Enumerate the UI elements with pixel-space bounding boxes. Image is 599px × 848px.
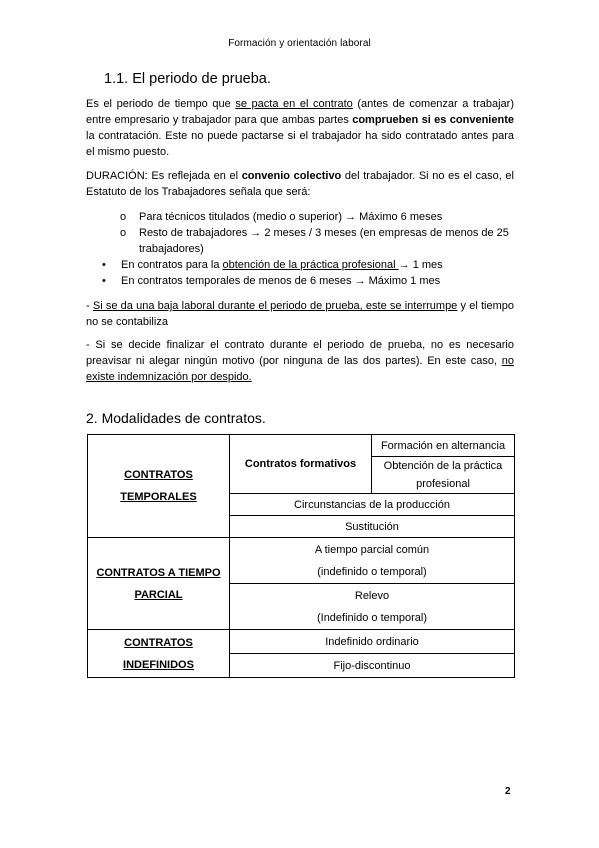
bold-text: convenio colectivo bbox=[241, 170, 342, 182]
page-number: 2 bbox=[505, 786, 511, 797]
page-header: Formación y orientación laboral bbox=[228, 38, 371, 49]
list-marker: o bbox=[120, 211, 127, 223]
text: la contratación. Este no puede pactarse si el trabajador ha sido contratado antes para el mismo puesto. bbox=[86, 130, 514, 158]
bullet-marker: • bbox=[102, 275, 106, 287]
table-row bbox=[88, 538, 515, 584]
text: (antes de comenzar a trabajar) entre empresario y trabajador para que ambas partes bbox=[86, 98, 514, 126]
table-cell: Indefinido ordinario bbox=[230, 630, 515, 654]
text: Es reflejada en el bbox=[147, 170, 242, 182]
table-cell bbox=[230, 538, 515, 584]
termination-paragraph bbox=[86, 337, 514, 385]
table-cell: Sustitución bbox=[230, 516, 515, 538]
table-cell-category: CONTRATOS TEMPORALES bbox=[88, 435, 230, 538]
table-cell: Obtención de la práctica profesional bbox=[372, 457, 515, 494]
underlined-text: obtención de la práctica profesional bbox=[222, 259, 399, 271]
list-item bbox=[120, 225, 517, 257]
text: - bbox=[86, 300, 93, 312]
definition-paragraph bbox=[86, 96, 514, 160]
list-marker: o bbox=[120, 227, 127, 239]
bullet-list bbox=[102, 257, 517, 289]
table-cell-category: CONTRATOS A TIEMPO PARCIAL bbox=[88, 538, 230, 630]
list-item-text: En contratos temporales de menos de 6 meses → Máximo 1 mes bbox=[121, 275, 441, 287]
contracts-table bbox=[87, 434, 515, 678]
text: - Si se decide finalizar el contrato durante el periodo de prueba, no es necesario preavisar ni alegar ningún motivo (por ninguna de las dos partes). En este caso, bbox=[86, 339, 514, 367]
list-item-text: Resto de trabajadores → 2 meses / 3 meses (en empresas de menos de 25 trabajadores) bbox=[139, 227, 509, 255]
text: → 1 mes bbox=[398, 259, 443, 271]
table-row bbox=[88, 630, 515, 654]
list-item bbox=[102, 257, 517, 273]
table-cell: Fijo-discontinuo bbox=[230, 654, 515, 678]
list-item bbox=[102, 273, 517, 289]
duration-label: DURACIÓN: bbox=[86, 170, 148, 182]
table-cell-category: CONTRATOS INDEFINIDOS bbox=[88, 630, 230, 678]
text: y el tiempo no se contabiliza bbox=[86, 300, 514, 328]
table-cell bbox=[230, 584, 515, 630]
list-item bbox=[120, 209, 517, 225]
list-item-text: Para técnicos titulados (medio o superior) → Máximo 6 meses bbox=[139, 211, 443, 223]
duration-paragraph bbox=[86, 168, 514, 200]
cell-line: A tiempo parcial común bbox=[314, 543, 430, 556]
underlined-text: se pacta en el contrato bbox=[235, 98, 353, 110]
sick-leave-paragraph bbox=[86, 298, 514, 330]
cell-line: (indefinido o temporal) bbox=[317, 565, 427, 578]
duration-sublist bbox=[120, 209, 517, 257]
underlined-text: no existe indemnización por despido. bbox=[86, 355, 514, 383]
cell-line: (Indefinido o temporal) bbox=[316, 611, 428, 624]
table-cell: Formación en alternancia bbox=[372, 435, 515, 457]
table-cell: Circunstancias de la producción bbox=[230, 494, 515, 516]
bullet-marker: • bbox=[102, 259, 106, 271]
text: Es el periodo de tiempo que bbox=[86, 98, 236, 110]
text: En contratos para la bbox=[121, 259, 223, 271]
text: del trabajador. Si no es el caso, el Estatuto de los Trabajadores señala que será: bbox=[86, 170, 514, 198]
underlined-text: Si se da una baja laboral durante el periodo de prueba, este se interrumpe bbox=[92, 300, 458, 312]
bold-text: comprueben si es conveniente bbox=[352, 114, 514, 126]
section-2-title: 2. Modalidades de contratos. bbox=[86, 410, 266, 426]
table-row bbox=[88, 435, 515, 457]
cell-line: Relevo bbox=[354, 589, 390, 602]
table-cell-subcategory: Contratos formativos bbox=[230, 435, 372, 494]
section-1-1-title: 1.1. El periodo de prueba. bbox=[104, 71, 271, 87]
